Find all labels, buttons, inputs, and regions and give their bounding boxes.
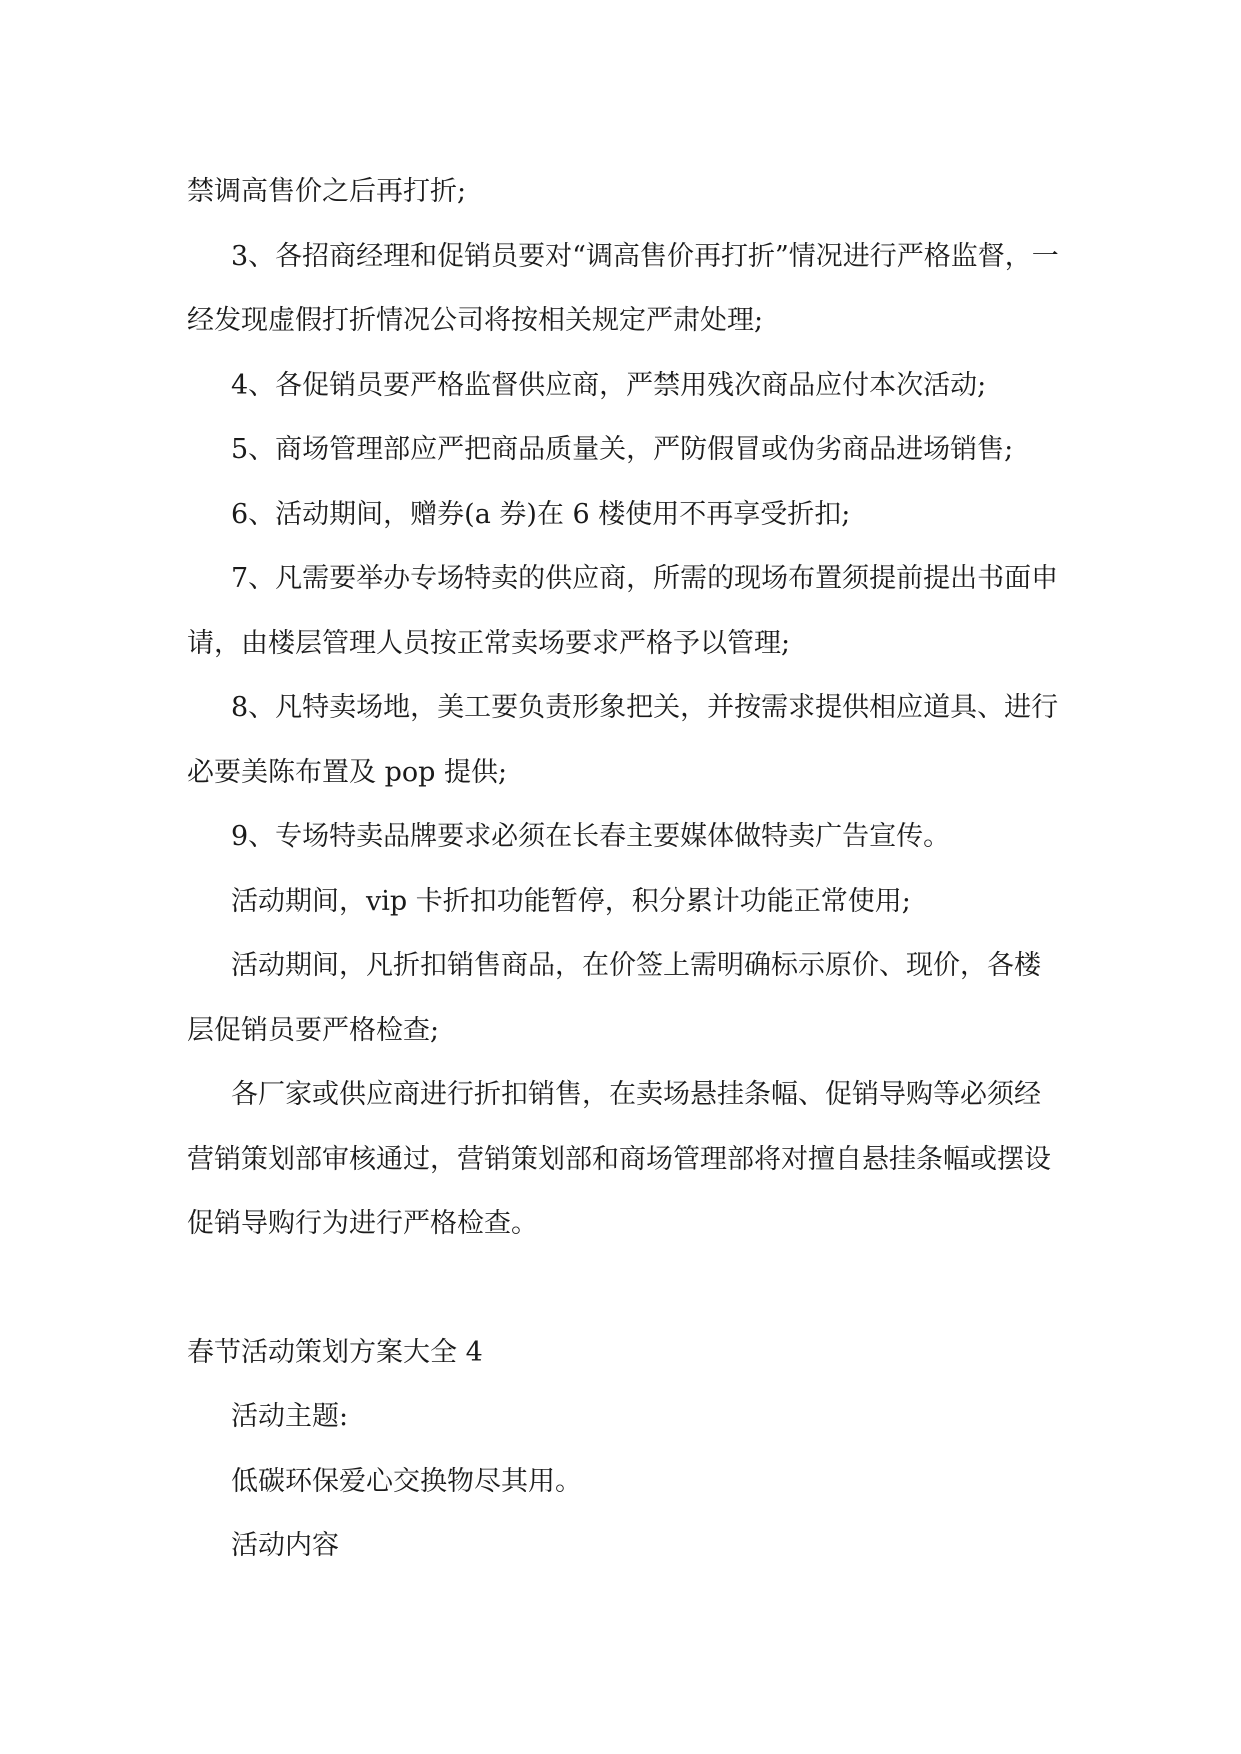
paragraph: 8、凡特卖场地，美工要负责形象把关，并按需求提供相应道具、进行必要美陈布置及 pop 提供;	[187, 692, 1059, 788]
paragraph: 活动内容	[231, 1530, 339, 1561]
paragraph: 7、凡需要举办专场特卖的供应商，所需的现场布置须提前提出书面申请，由楼层管理人员按正常卖场要求严格予以管理;	[187, 563, 1059, 659]
document-body	[187, 160, 1067, 1579]
paragraph: 5、商场管理部应严把商品质量关，严防假冒或伪劣商品进场销售;	[231, 434, 1014, 465]
paragraph: 禁调高售价之后再打折;	[187, 176, 467, 207]
paragraph: 活动主题:	[231, 1401, 349, 1432]
section-title: 春节活动策划方案大全 4	[187, 1336, 483, 1368]
paragraph: 3、各招商经理和促销员要对“调高售价再打折”情况进行严格监督，一经发现虚假打折情况公司将按相关规定严肃处理;	[187, 240, 1059, 336]
paragraph: 各厂家或供应商进行折扣销售，在卖场悬挂条幅、促销导购等必须经营销策划部审核通过，营销策划部和商场管理部将对擅自悬挂条幅或摆设促销导购行为进行严格检查。	[187, 1079, 1051, 1239]
paragraph: 6、活动期间，赠券(a 券)在 6 楼使用不再享受折扣;	[231, 498, 851, 530]
paragraph: 低碳环保爱心交换物尽其用。	[231, 1465, 582, 1497]
paragraph: 9、专场特卖品牌要求必须在长春主要媒体做特卖广告宣传。	[231, 821, 951, 852]
paragraph: 活动期间，vip 卡折扣功能暂停，积分累计功能正常使用;	[231, 885, 911, 917]
section-spacer	[187, 1257, 1067, 1321]
paragraph: 活动期间，凡折扣销售商品，在价签上需明确标示原价、现价，各楼层促销员要严格检查;	[187, 950, 1041, 1046]
paragraph: 4、各促销员要严格监督供应商，严禁用残次商品应付本次活动;	[231, 369, 987, 401]
